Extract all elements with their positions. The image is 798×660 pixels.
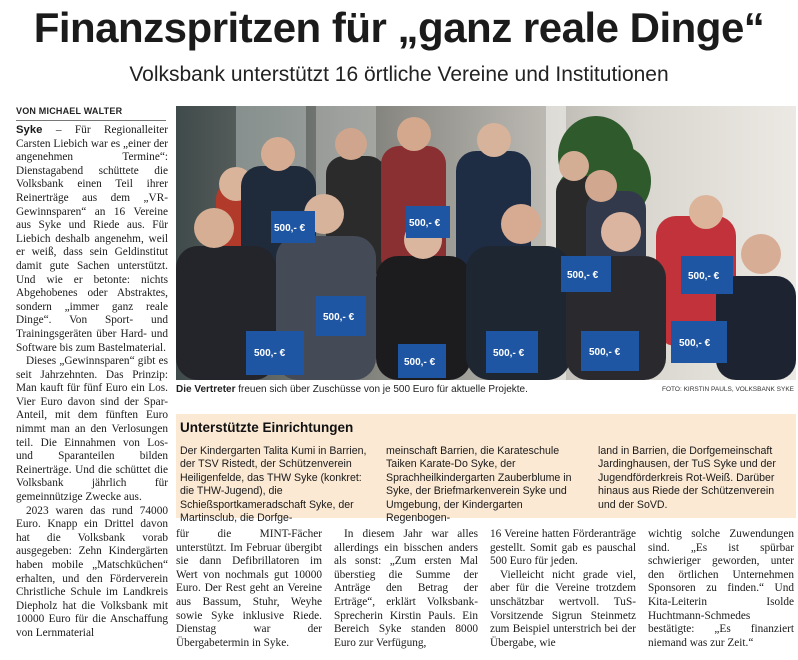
svg-text:500,- €: 500,- €	[567, 270, 599, 281]
article-column-2: für die MINT-Fächer unterstützt. Im Februar übergibt sie dann Defibrillatoren im Wert von nochmals gut 10000 Euro. Der Rest geht an Vereine aus Bassum, Stuhr, Weyhe sowie Syke inklusive Riede. Dienstag war der Übergabetermin in Syke.	[176, 528, 322, 649]
svg-text:500,- €: 500,- €	[274, 223, 306, 234]
svg-text:500,- €: 500,- €	[589, 347, 621, 358]
info-box-column-2: meinschaft Barrien, die Karateschule Taiken Karate-Do Syke, der Sprachheilkindergarten Zauberblume in Syke, der Briefmarkenverein Syke und Umgebung, der Kindergarten Regenbogen-	[386, 445, 572, 525]
info-box-column-1: Der Kindergarten Talita Kumi in Barrien, der TSV Ristedt, der Schützenverein Heiligenfelde, das THW Syke (konkret: die THW-Jugend), die Schießsportkameradschaft Syke, der Martinsclub, die Dorfge-	[180, 445, 367, 525]
svg-text:500,- €: 500,- €	[404, 357, 436, 368]
paragraph-2: Dieses „Gewinnsparen“ gibt es seit Jahrzehnten. Das Prinzip: Man kauft für fünf Euro ein Los. Vier Euro davon sind der Spar-Anteil, mit dem fünften Euro nimmt man an den Verlosungen teil. Die Einnahmen von Los- und Sparanteilen bilden Reinerträge. Und die schüttet die Volksbank jährlich für gemeinnützige Zwecke aus.	[16, 355, 168, 504]
info-box-title: Unterstützte Einrichtungen	[180, 420, 354, 435]
photo-credit: FOTO: KIRSTIN PAULS, VOLKSBANK SYKE	[662, 386, 794, 393]
info-box-column-3: land in Barrien, die Dorfgemeinschaft Jardinghausen, der TuS Syke und der Jugendförderkreis Rot-Weiß. Darüber hinaus aus Riede der Schützenverein und der SoVD.	[598, 445, 776, 511]
group-photo-illustration	[176, 106, 796, 380]
byline: VON MICHAEL WALTER	[16, 106, 123, 116]
svg-text:500,- €: 500,- €	[254, 348, 286, 359]
col4-paragraph-2: Vielleicht nicht grade viel, aber für die Vereine trotzdem unschätzbar wertvoll. TuS-Vorsitzende Sigrun Steinmetz zum Beispiel unterstrich bei der Übergabe, wie	[490, 568, 636, 649]
paragraph-3: 2023 waren das rund 74000 Euro. Knapp ein Drittel davon hat die Volksbank vorab ausgegeben: Zehn Kindergärten haben mobile „Matschküchen“ erhalten, und den Förderverein Christliche Schule im Landkreis Diepholz hat die Volksbank mit 10000 Euro für die Anschaffung von Lernmaterial	[16, 504, 168, 639]
svg-text:500,- €: 500,- €	[493, 348, 525, 359]
svg-text:500,- €: 500,- €	[323, 312, 355, 323]
photo-caption: Die Vertreter freuen sich über Zuschüsse von je 500 Euro für aktuelle Projekte.	[176, 384, 528, 395]
svg-text:500,- €: 500,- €	[409, 218, 441, 229]
byline-rule	[16, 120, 166, 121]
headline: Finanzspritzen für „ganz reale Dinge“	[33, 4, 765, 51]
group-photo	[176, 106, 796, 380]
paragraph-1	[16, 124, 168, 355]
svg-text:500,- €: 500,- €	[688, 271, 720, 282]
col4-paragraph-1: 16 Vereine hatten Förderanträge gestellt. Somit gab es pauschal 500 Euro für jeden.	[490, 528, 636, 568]
paragraph-1-text: – Für Regionalleiter Carsten Liebich war es „einer der angenehmen Termine“: Dienstagabend schüttete die Volksbank einen Teil ihrer Reinerträge aus dem „VR-Gewinnsparen“ an 16 Vereine aus Syke und Riede aus. Für Liebich deshalb angenehm, weil er weiß, dass sein Geldinstitut damit gute Sachen unterstützt. Und wie er betonte: nichts Abgehobenes oder Abstraktes, sondern „immer ganz reale Dinge“. Von Sport- und Trainingsgeräten über Hard- und Software bis zum Bastelmaterial.	[16, 124, 168, 354]
article-column-5: wichtig solche Zuwendungen sind. „Es ist spürbar schwieriger geworden, unter den örtlichen Unternehmen Sponsoren zu finden.“ Und Kita-Leiterin Isolde Huchtmann-Schmedes bestätigte: „Es finanziert niemand was zur Zeit.“	[648, 528, 794, 649]
article-column-1	[16, 124, 168, 641]
dateline: Syke	[16, 124, 43, 136]
article-column-3: In diesem Jahr war alles allerdings ein bisschen anders als sonst: „Zum ersten Mal überstieg die Summe der Anträge den Betrag der Erträge“, erklärt Volksbank-Sprecherin Kirstin Pauls. Ein Bereich Syke standen 8000 Euro zur Verfügung,	[334, 528, 478, 649]
article-column-4	[490, 528, 636, 650]
subheadline: Volksbank unterstützt 16 örtliche Vereine und Institutionen	[129, 63, 669, 86]
svg-text:500,- €: 500,- €	[679, 338, 711, 349]
